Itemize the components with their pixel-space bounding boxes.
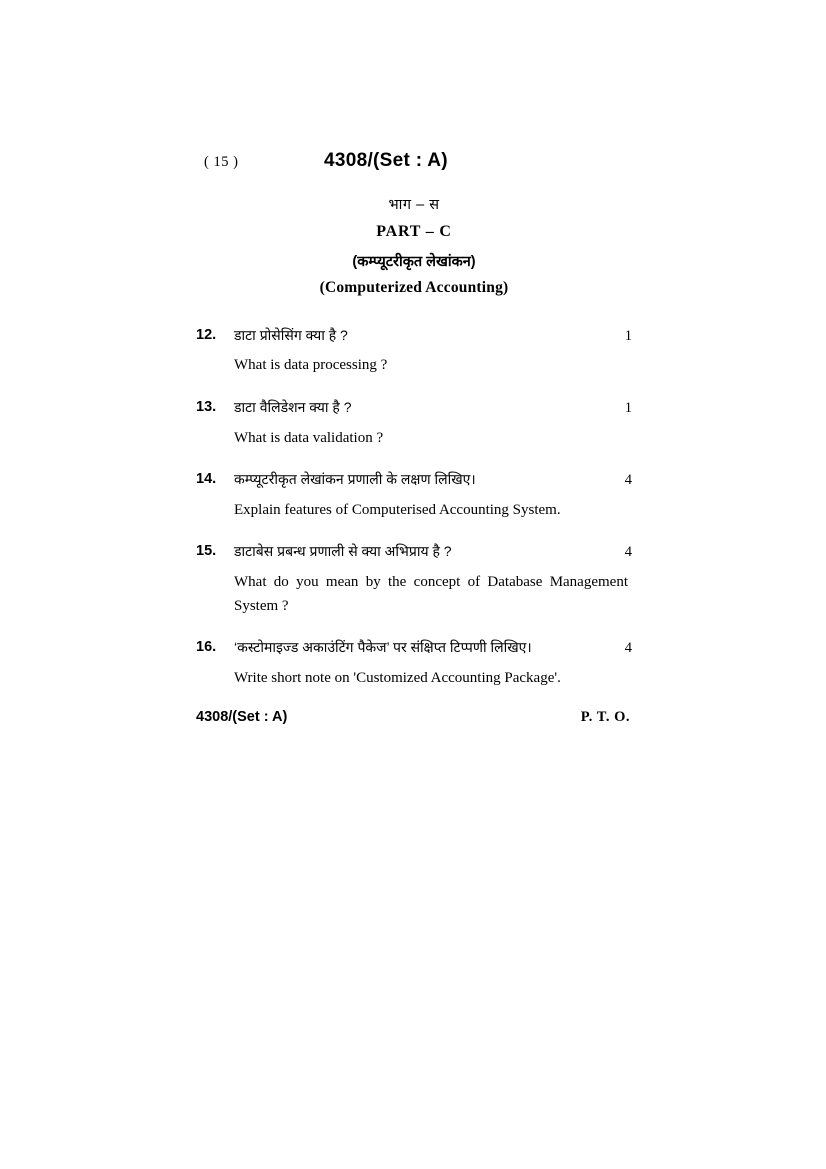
question-text-english: Explain features of Computerised Accounting System. [234,501,561,518]
part-heading-block [196,194,632,297]
part-heading-english: PART – C [376,223,452,240]
part-heading-hindi: भाग – स [388,197,440,213]
question-item [196,325,632,378]
question-marks: 1 [624,400,632,417]
question-marks: 4 [624,640,632,657]
paper-code: 4308/(Set : A) [324,150,448,171]
question-marks: 4 [624,472,632,489]
question-text-english: What is data processing ? [234,357,388,374]
question-item [196,469,632,522]
page-content [196,150,632,726]
question-number: 13. [196,399,217,416]
footer-paper-code: 4308/(Set : A) [196,709,288,726]
subject-heading-english: (Computerized Accounting) [319,279,509,296]
page-header [196,150,632,172]
page-footer [196,709,632,726]
question-marks: 1 [624,328,632,344]
question-text-english: Write short note on 'Customized Accounting Package'. [234,669,561,686]
question-number: 15. [196,543,217,560]
question-text-hindi: डाटा वैलिडेशन क्या है ? [234,399,352,416]
page-number: ( 15 ) [204,154,239,170]
subject-heading-hindi: (कम्प्यूटरीकृत लेखांकन) [352,254,476,270]
question-text-english: What do you mean by the concept of Database Management System ? [234,573,628,614]
question-text-english: What is data validation ? [234,429,384,446]
question-text-hindi: डाटा प्रोसेसिंग क्या है ? [234,327,348,343]
question-number: 12. [196,327,217,343]
question-number: 14. [196,471,217,488]
question-item [196,397,632,450]
question-text-hindi: कम्प्यूटरीकृत लेखांकन प्रणाली के लक्षण लिखिए। [234,471,476,488]
question-item [196,637,632,690]
question-text-hindi: डाटाबेस प्रबन्ध प्रणाली से क्या अभिप्राय है ? [234,543,452,560]
question-item [196,541,632,618]
question-marks: 4 [624,544,632,561]
question-number: 16. [196,639,217,656]
question-text-hindi: ‘कस्टोमाइज्ड अकाउंटिंग पैकेज’ पर संक्षिप्त टिप्पणी लिखिए। [234,639,532,656]
footer-pto: P. T. O. [580,709,630,726]
